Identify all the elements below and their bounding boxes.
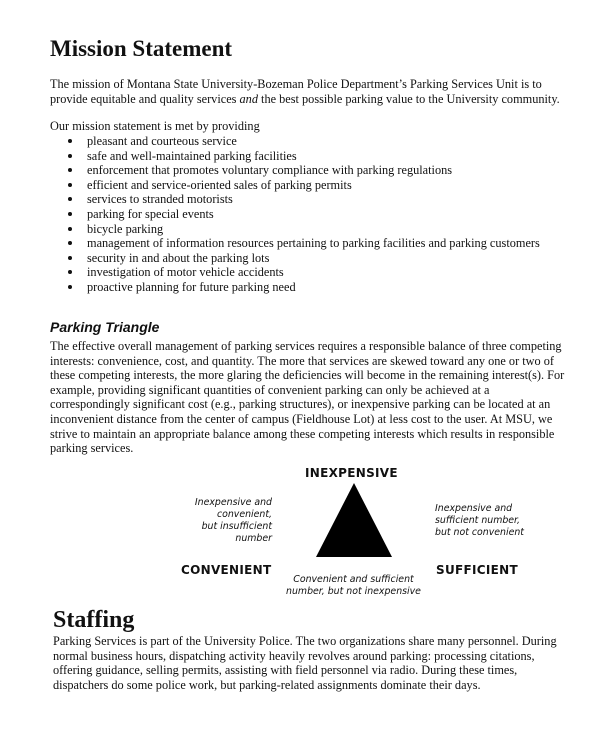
bottom-note-line: number, but not inexpensive <box>286 586 421 597</box>
list-item-text: efficient and service-oriented sales of parking permits <box>87 177 352 192</box>
parking-triangle-paragraph: The effective overall management of parking services requires a responsible balance of three competing interests: convenience, cost, and quantity. The more that services are skewed toward any one or two of these competing interests, the more glaring the deficiencies will become in the remaining interest(s). For example, providing significant quantities of convenient parking can only be achieved at a correspondingly significant cost (e.g., parking structures), or inexpensive parking can be located at an inconvenient distance from the center of campus (Fieldhouse Lot) at less cost to the user. At MSU, we strive to maintain an appropriate balance among these competing interests which results in responsible parking services. <box>50 339 565 456</box>
list-item <box>66 222 540 237</box>
mission-intro: Our mission statement is met by providing <box>50 119 260 133</box>
mission-text-start: The mission of Montana State University-Bozeman Police Department’s Parking Services Unit is to provide equitable and quality services <box>50 77 542 106</box>
list-item-text: pleasant and courteous service <box>87 134 237 148</box>
triangle-shape-icon <box>316 483 392 557</box>
list-item <box>66 251 540 266</box>
bullet-icon <box>68 168 72 172</box>
left-note-line: Inexpensive and <box>194 497 272 508</box>
left-note-line: number <box>235 533 272 544</box>
bullet-icon <box>68 285 72 289</box>
bullet-icon <box>68 241 72 245</box>
convenient-label: CONVENIENT <box>181 563 272 577</box>
right-note-line: Inexpensive and <box>435 503 513 514</box>
staffing-paragraph: Parking Services is part of the University Police. The two organizations share many personnel. During normal business hours, dispatching activity heavily revolves around parking: processing citations, offering guidance, selling permits, assisting with field personnel via radio. During these times, dispatchers do some police work, but parking-related assignments dominate their days. <box>53 634 557 692</box>
right-note <box>435 503 545 539</box>
bottom-note <box>276 574 431 598</box>
list-item-text: parking for special events <box>87 206 214 221</box>
mission-text-italic: and <box>239 91 258 106</box>
bullet-icon <box>68 270 72 274</box>
list-item-text: proactive planning for future parking need <box>87 279 296 294</box>
staffing-heading: Staffing <box>53 607 135 633</box>
mission-bullet-list <box>66 134 540 295</box>
list-item <box>66 163 540 178</box>
list-item-text: enforcement that promotes voluntary compliance with parking regulations <box>87 163 453 178</box>
bullet-icon <box>68 154 72 158</box>
list-item <box>66 207 540 222</box>
bullet-icon <box>68 139 72 143</box>
list-item-text: bicycle parking <box>87 221 164 236</box>
inexpensive-label: INEXPENSIVE <box>305 466 398 480</box>
bullet-icon <box>68 197 72 201</box>
left-note <box>172 497 272 545</box>
list-item-text: security in and about the parking lots <box>87 250 270 265</box>
bullet-icon <box>68 227 72 231</box>
list-item <box>66 192 540 207</box>
list-item <box>66 280 540 295</box>
list-item <box>66 236 540 251</box>
mission-text-end: the best possible parking value to the University community. <box>257 91 560 106</box>
bullet-icon <box>68 183 72 187</box>
list-item <box>66 134 540 149</box>
mission-paragraph <box>50 77 560 106</box>
sufficient-label: SUFFICIENT <box>436 563 518 577</box>
right-note-line: but not convenient <box>435 527 524 538</box>
list-item-text: safe and well-maintained parking facilities <box>87 148 297 163</box>
list-item <box>66 149 540 164</box>
left-note-line: but insufficient <box>201 521 272 532</box>
list-item <box>66 178 540 193</box>
list-item <box>66 265 540 280</box>
bullet-icon <box>68 256 72 260</box>
list-item-text: investigation of motor vehicle accidents <box>87 265 284 280</box>
left-note-line: convenient, <box>216 509 272 520</box>
bottom-note-line: Convenient and sufficient <box>293 574 414 585</box>
list-item-text: management of information resources pertaining to parking facilities and parking customers <box>87 236 540 251</box>
right-note-line: sufficient number, <box>435 515 521 526</box>
parking-triangle-heading: Parking Triangle <box>50 319 160 335</box>
mission-statement-heading: Mission Statement <box>50 36 233 61</box>
bullet-icon <box>68 212 72 216</box>
list-item-text: services to stranded motorists <box>87 192 233 207</box>
